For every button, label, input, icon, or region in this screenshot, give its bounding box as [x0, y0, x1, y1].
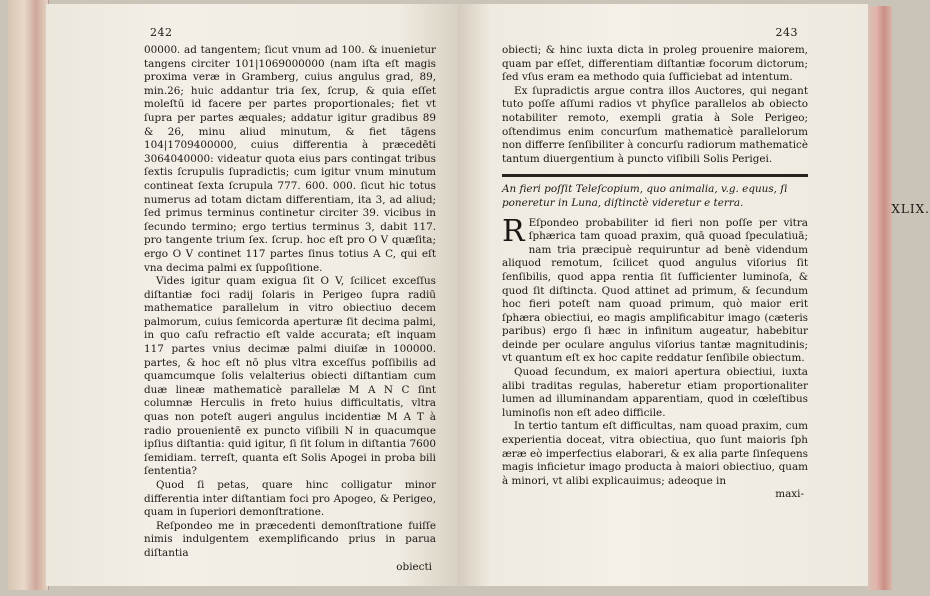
first-paragraph-text: Eſpondeo probabiliter id fieri non poſſe per vitra ſphærica tam quoad praxim, quā quoad ſpeculatiuā; nam tria præcipuè requiruntur ad benè videndum aliquod remotum, ſcilicet quod angulus viſorius ſit ſenſibilis, quod appa rentia ſit ſufficienter luminoſa, & quod ſit diſtincta. Quod attinet ad primum, & ſecundum hoc fieri poteſt nam quoad primum, quò maior erit ſphæra obiectiui, eo magis amplificabitur imago (cæteris paribus) ergo ſi hæc in infinitum augeatur, habebitur deinde per oculare angulus viſorius tantæ magnitudinis; vt quantum eſt ex hoc capite reddatur ſenſibile obiectum. — [502, 216, 808, 365]
left-page-text — [144, 44, 436, 561]
left-page — [46, 4, 458, 586]
right-paragraph: Ex ſupradictis argue contra illos Auctores, qui negant tuto poſſe aſſumi radios vt phyſice parallelos ab obiecto notabiliter remoto, exempli gratia à Sole Perigeo; oſtendimus enim concurſum mathematicè parallelorum non differre ſenſibiliter à concurſu radiorum mathematicè tantum diuergentium à puncto viſibili Solis Perigei. — [502, 84, 808, 165]
right-catchword: maxi- — [775, 488, 804, 501]
right-page — [458, 4, 930, 586]
question-title: An fieri poſſit Teleſcopium, quo animalia, v.g. equus, ſi poneretur in Luna, diſtinctè videretur e terra. — [502, 183, 788, 209]
left-paragraph: 00000. ad tangentem; ſicut vnum ad 100. & inuenietur tangens circiter 101|1069000000 (nam iſta eſt magis proxima veræ in Gramberg, cuius angulus grad, 89, min.26; huic addantur tria ſex, ſcrup, & quia eſſet moleſtū id facere per partes proportionales; fiet vt ſupra per partes æquales; addatur igitur gradibus 89 & 26, minu aliud minutum, & fiet tāgens 104|1709400000, cuius differentia à præcedēti 3064040000: videatur quota eius pars contingat tribus ſextis ſcrupulis ſupradictis; cum igitur vnum minutum contineat ſexta ſcrupula 777. 600. 000. ſicut hic totus numerus ad totam dictam differentiam, ita 3, ad aliud; ſed primus terminus continetur circiter 39. vicibus in ſecundo termino; ergo tertius terminus 3, dabit 117. pro tangente trium ſex. ſcrup. hoc eſt pro O V quæſita; ergo O V continet 117 partes ſinus totius A C, qui eſt vna decima palmi ex ſuppoſitione. — [144, 44, 436, 274]
left-page-edges — [8, 0, 49, 590]
section-rule — [502, 174, 808, 177]
right-paragraph: In tertio tantum eſt difficultas, nam quoad praxim, cum experientia doceat, vitra obiectiua, quo ſunt maioris ſph æræ eò imperfectius elaborari, & ex alia parte ſinſequens magis inficietur imago producta à maiori obiectiuo, quam à minori, vt alibi explicauimus; adeoque in — [502, 420, 808, 487]
open-book — [8, 0, 930, 596]
right-paragraph: obiecti; & hinc iuxta dicta in proleg prouenire maiorem, quam par eſſet, differentiam diſtantiæ focorum dictorum; ſed vſus eram ea methodo quia ſufficiebat ad intentum. — [502, 44, 808, 84]
left-paragraph: Vides igitur quam exigua ſit O V, ſcilicet exceſſus diſtantiæ foci radij ſolaris in Perigeo ſupra radiū mathematice parallelum in vitro obiectiuo decem palmorum, cuius ſemicorda aperturæ ſit decima palmi, in quo caſu refractio eſt valde accurata; eſt inquam 117 partes vnius decimæ palmi diuiſæ in 100000. partes, & hoc eſt nō plus vltra exceſſus poſſibilis ad quamcumque ſolis velalterius obiecti diſtantiam cum duæ lineæ mathematicè parallelæ M A N C ſint columnæ Herculis in freto huius difficultatis, vltra quas non poteſt augeri angulus incidentiæ M A T à radio prouenientē ex puncto viſibili N in quacumque ipſius diſtantia: quid igitur, ſi ſit ſolum in diſtantia 7600 ſemidiam. terreſt, quanta eſt Solis Apogei in proba bili ſententia? — [144, 275, 436, 478]
left-paragraph: Quod ſi petas, quare hinc colligatur minor differentia inter diſtantiam foci pro Apogeo, & Perigeo, quam in ſuperiori demonſtratione. — [144, 479, 436, 519]
left-page-number: 242 — [150, 26, 173, 39]
right-paragraph — [502, 213, 808, 367]
right-page-edges — [866, 6, 892, 590]
section-number: XLIX. — [891, 202, 930, 216]
drop-cap: R — [502, 213, 525, 249]
right-page-text — [502, 44, 808, 488]
left-paragraph: Reſpondeo me in præcedenti demonſtratione fuiſſe nimis indulgentem exemplificando prius in parua diſtantia — [144, 519, 436, 559]
left-catchword: obiecti — [396, 560, 432, 573]
right-page-number: 243 — [775, 26, 798, 39]
right-paragraph: Quoad ſecundum, ex maiori apertura obiectiui, iuxta alibi traditas regulas, haberetur etiam proportionaliter lumen ad illuminandam apparentiam, quod in cœleſtibus luminoſis non eſt adeo difficile. — [502, 366, 808, 419]
